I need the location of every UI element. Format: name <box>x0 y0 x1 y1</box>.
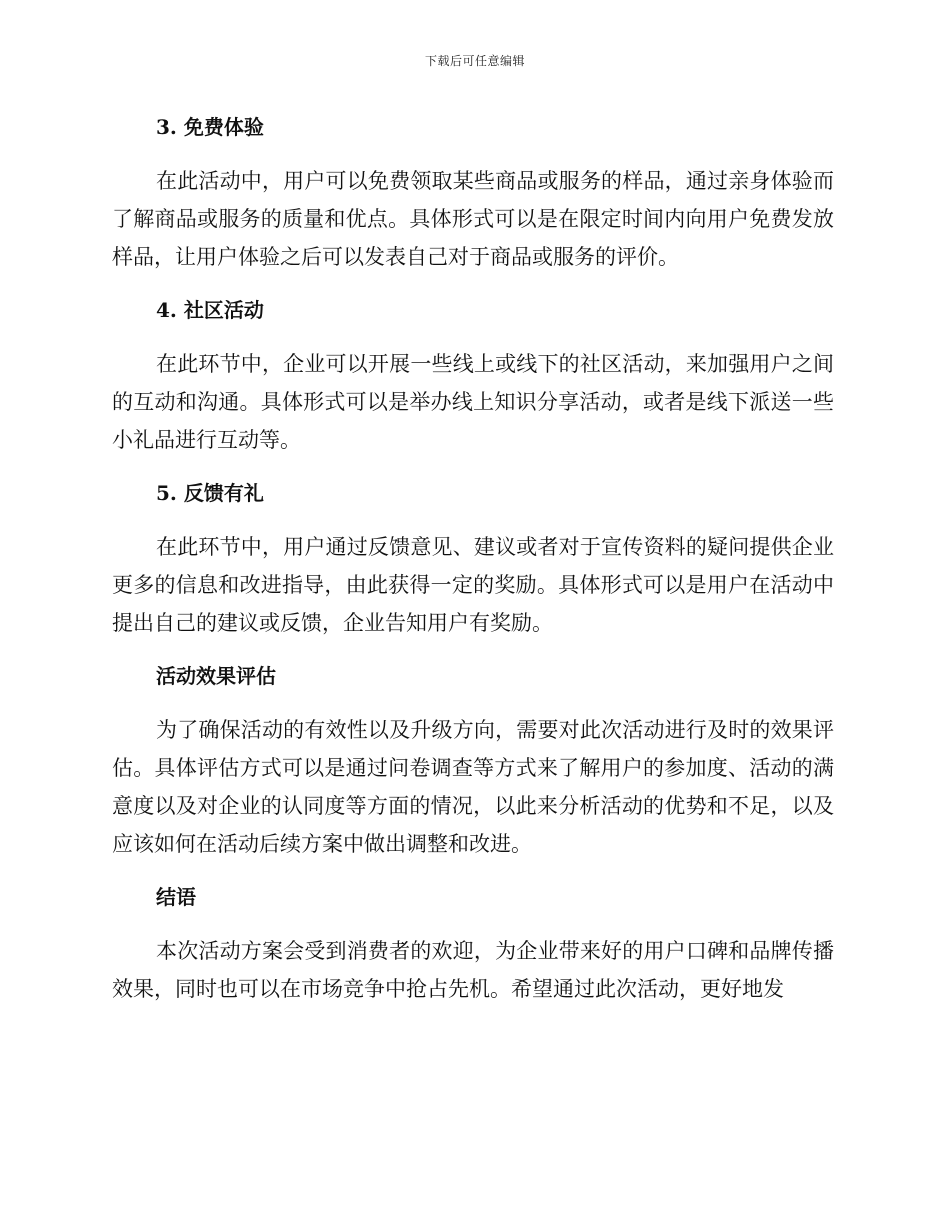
document-body <box>112 108 834 1023</box>
section-paragraph-feedback: 在此环节中，用户通过反馈意见、建议或者对于宣传资料的疑问提供企业更多的信息和改进指导，由此获得一定的奖励。具体形式可以是用户在活动中提出自己的建议或反馈，企业告知用户有奖励。 <box>112 535 834 635</box>
section-paragraph-free-trial: 在此活动中，用户可以免费领取某些商品或服务的样品，通过亲身体验而了解商品或服务的质量和优点。具体形式可以是在限定时间内向用户免费发放样品，让用户体验之后可以发表自己对于商品或服务的评价。 <box>112 169 834 269</box>
section-paragraph-evaluation: 为了确保活动的有效性以及升级方向，需要对此次活动进行及时的效果评估。具体评估方式可以是通过问卷调查等方式来了解用户的参加度、活动的满意度以及对企业的认同度等方面的情况，以此来分析活动的优势和不足，以及应该如何在活动后续方案中做出调整和改进。 <box>112 718 834 856</box>
section-heading-conclusion: 结语 <box>156 885 196 909</box>
page-header: 下载后可任意编辑 <box>424 54 525 68</box>
section-heading-free-trial: 3. 免费体验 <box>156 115 264 139</box>
section-heading-feedback: 5. 反馈有礼 <box>156 481 264 505</box>
section-heading-evaluation: 活动效果评估 <box>156 664 276 688</box>
section-paragraph-community: 在此环节中，企业可以开展一些线上或线下的社区活动，来加强用户之间的互动和沟通。具体形式可以是举办线上知识分享活动，或者是线下派送一些小礼品进行互动等。 <box>112 352 834 452</box>
section-paragraph-conclusion: 本次活动方案会受到消费者的欢迎，为企业带来好的用户口碑和品牌传播效果，同时也可以在市场竞争中抢占先机。希望通过此次活动，更好地发 <box>112 939 834 1001</box>
section-heading-community: 4. 社区活动 <box>156 298 264 322</box>
